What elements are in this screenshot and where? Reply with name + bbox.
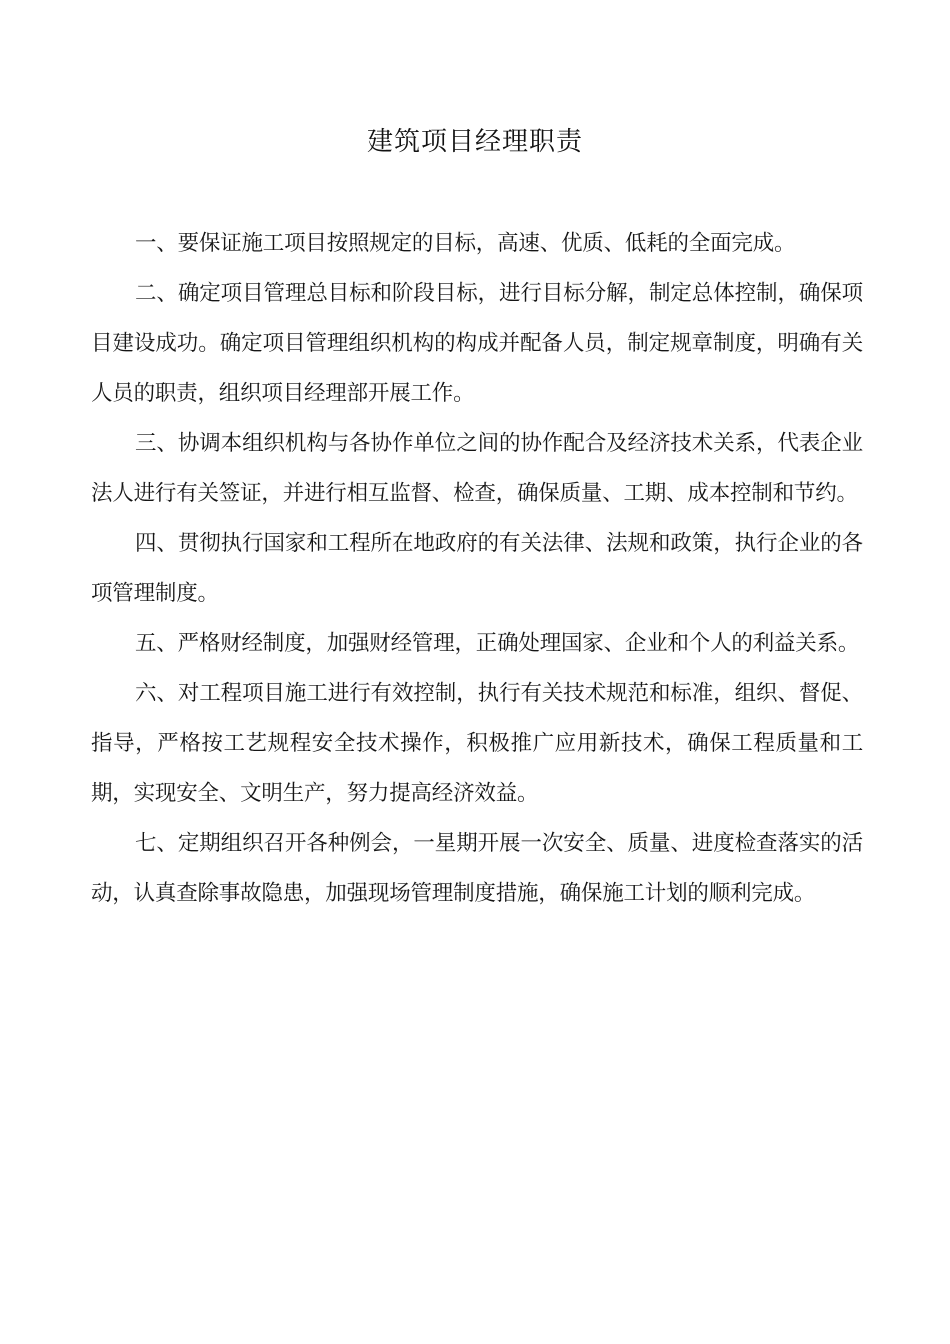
paragraph-2: 二、确定项目管理总目标和阶段目标，进行目标分解，制定总体控制，确保项目建设成功。确定项目管理组织机构的构成并配备人员，制定规章制度，明确有关人员的职责，组织项目经理部开展工作。 (91, 281, 863, 406)
paragraph-1: 一、要保证施工项目按照规定的目标，高速、优质、低耗的全面完成。 (135, 231, 796, 256)
paragraph-4: 四、贯彻执行国家和工程所在地政府的有关法律、法规和政策，执行企业的各项管理制度。 (91, 531, 863, 606)
paragraph-6: 六、对工程项目施工进行有效控制，执行有关技术规范和标准，组织、督促、指导，严格按工艺规程安全技术操作，积极推广应用新技术，确保工程质量和工期，实现安全、文明生产，努力提高经济效益。 (91, 681, 863, 806)
paragraph-3: 三、协调本组织机构与各协作单位之间的协作配合及经济技术关系，代表企业法人进行有关签证，并进行相互监督、检查，确保质量、工期、成本控制和节约。 (91, 431, 863, 506)
document-title: 建筑项目经理职责 (366, 127, 583, 157)
document-body (91, 219, 863, 919)
paragraph-7: 七、定期组织召开各种例会，一星期开展一次安全、质量、进度检查落实的活动，认真查除事故隐患，加强现场管理制度措施，确保施工计划的顺利完成。 (91, 831, 863, 906)
paragraph-5: 五、严格财经制度，加强财经管理，正确处理国家、企业和个人的利益关系。 (135, 631, 860, 656)
